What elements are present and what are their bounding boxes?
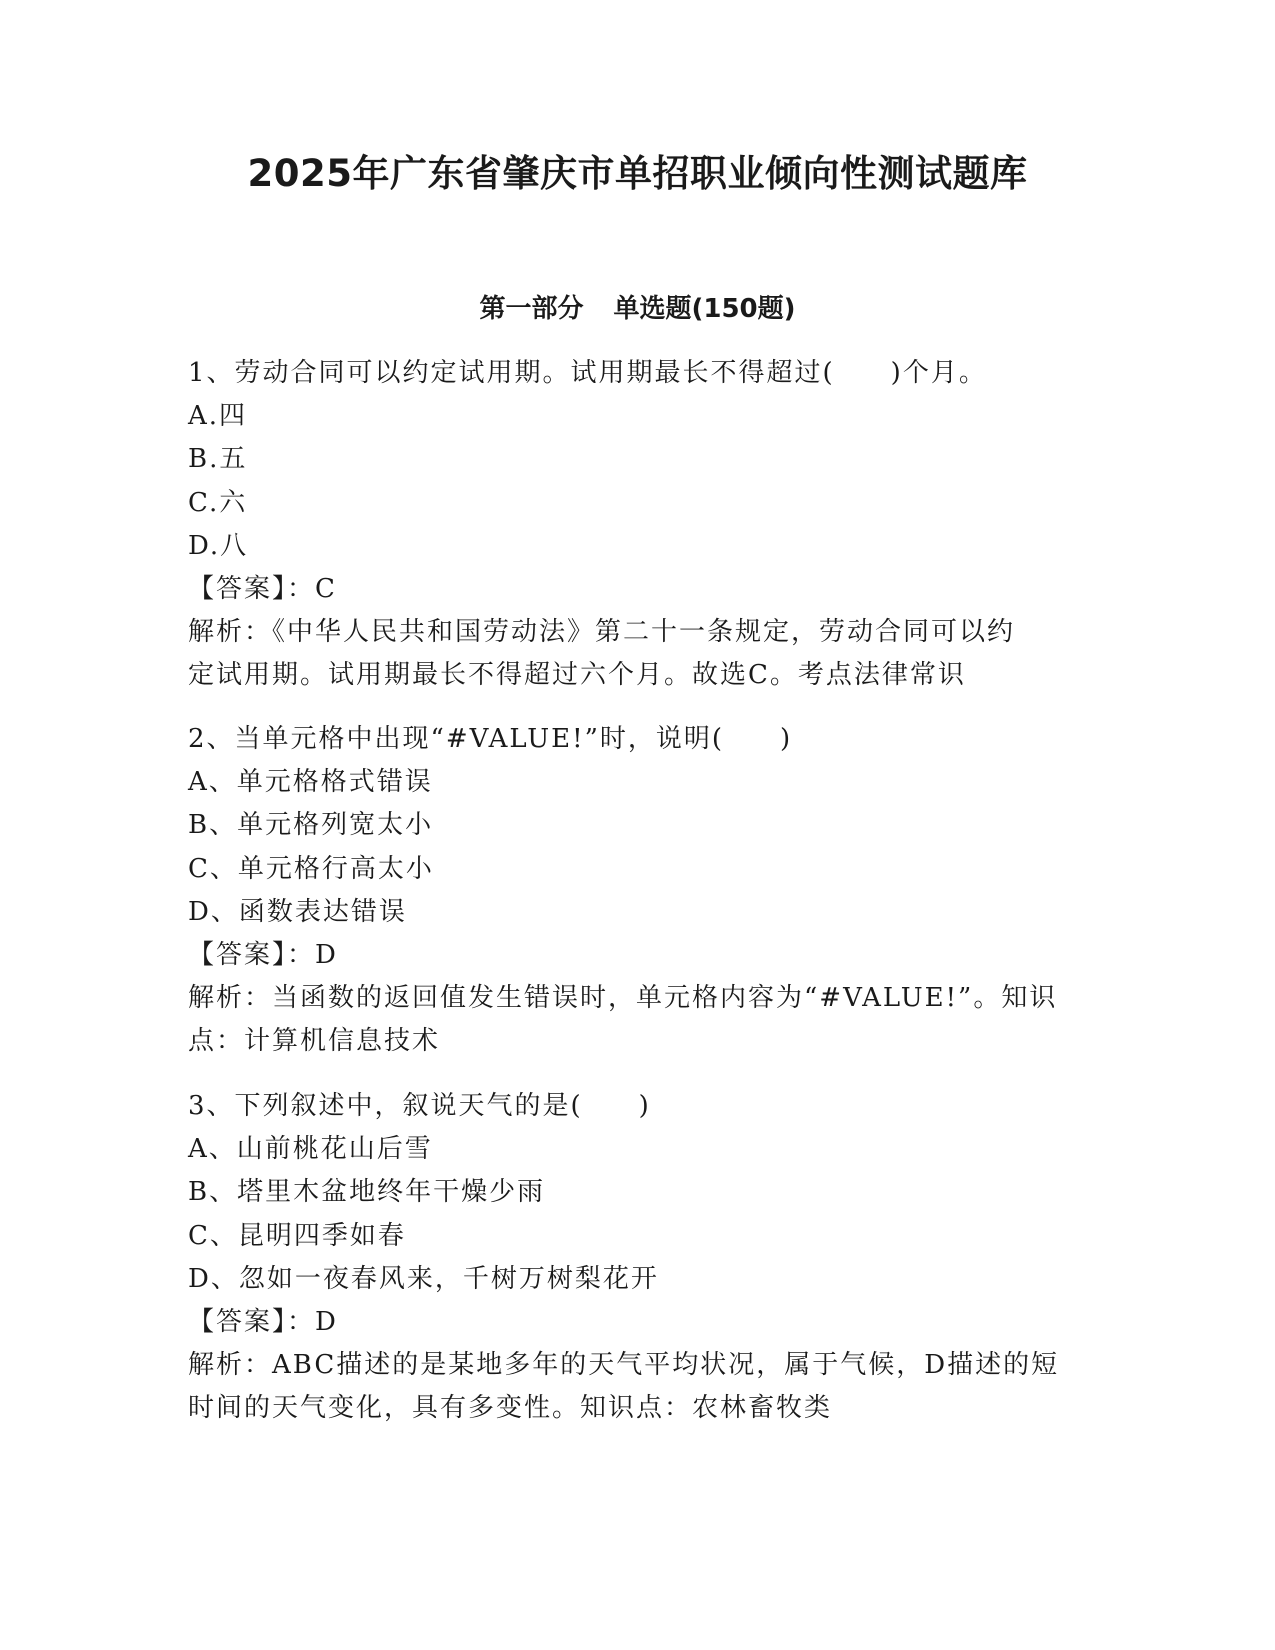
- option-b: B.五: [188, 444, 248, 475]
- analysis-line-1: 解析：《中华人民共和国劳动法》第二十一条规定，劳动合同可以约: [188, 617, 1016, 648]
- section-title: [0, 290, 1275, 328]
- option-b: B、塔里木盆地终年干燥少雨: [188, 1177, 546, 1208]
- analysis-line-1: 解析：当函数的返回值发生错误时，单元格内容为“#VALUE!”。知识: [188, 983, 1058, 1014]
- question-2: [188, 718, 1088, 1064]
- section-name: 单选题(150题): [613, 294, 796, 324]
- answer: 【答案】：D: [188, 1307, 338, 1338]
- option-d: D.八: [188, 530, 249, 561]
- question-3: [188, 1085, 1088, 1431]
- analysis-line-1: 解析：ABC描述的是某地多年的天气平均状况，属于气候，D描述的短: [188, 1350, 1060, 1381]
- analysis-line-2: 点：计算机信息技术: [188, 1026, 441, 1057]
- analysis-line-2: 时间的天气变化，具有多变性。知识点：农林畜牧类: [188, 1393, 833, 1424]
- document-title: 2025年广东省肇庆市单招职业倾向性测试题库: [247, 152, 1028, 195]
- answer: 【答案】：D: [188, 940, 338, 971]
- option-c: C、单元格行高太小: [188, 853, 434, 884]
- analysis-line-2: 定试用期。试用期最长不得超过六个月。故选C。考点法律常识: [188, 660, 966, 691]
- question-stem: 1、劳动合同可以约定试用期。试用期最长不得超过( )个月。: [188, 358, 987, 388]
- option-a: A、山前桃花山后雪: [188, 1134, 433, 1165]
- question-stem: 3、下列叙述中，叙说天气的是( ): [188, 1091, 651, 1121]
- option-c: C.六: [188, 487, 248, 518]
- option-a: A.四: [188, 401, 248, 432]
- option-a: A、单元格格式错误: [188, 767, 433, 798]
- question-1: [188, 352, 1088, 698]
- option-b: B、单元格列宽太小: [188, 810, 434, 841]
- option-c: C、昆明四季如春: [188, 1220, 406, 1251]
- option-d: D、忽如一夜春风来，千树万树梨花开: [188, 1263, 659, 1294]
- answer: 【答案】：C: [188, 574, 337, 605]
- option-d: D、函数表达错误: [188, 896, 407, 927]
- section-part: 第一部分: [479, 294, 584, 324]
- question-stem: 2、当单元格中出现“#VALUE!”时，说明( ): [188, 724, 793, 754]
